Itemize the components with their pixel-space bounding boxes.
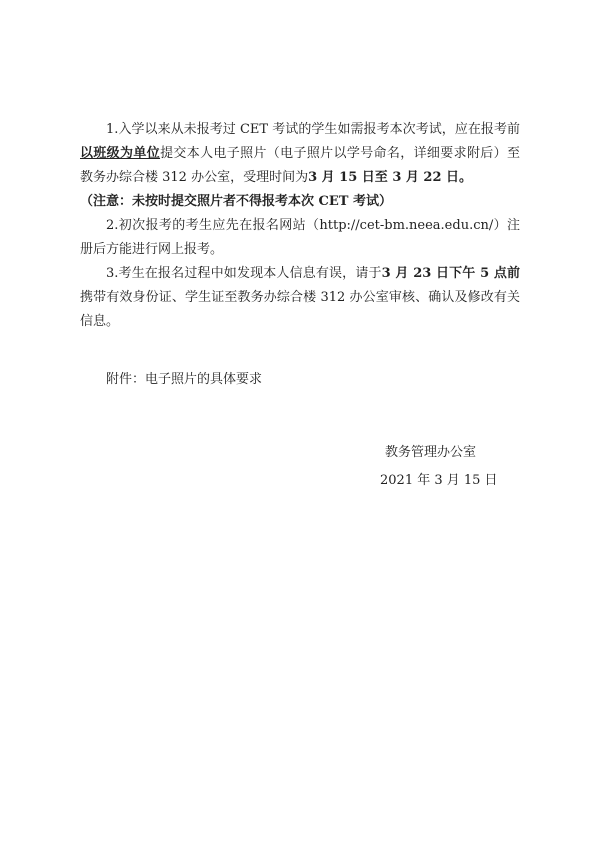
notice-item-2 bbox=[80, 214, 520, 262]
item1-underlined-phrase: 以班级为单位 bbox=[80, 146, 161, 161]
item3-text-part2: 携带有效身份证、学生证至教务办综合楼 312 办公室审核、确认及修改有关信息。 bbox=[80, 290, 520, 329]
notice-item-3 bbox=[80, 262, 520, 334]
attachment-line: 附件：电子照片的具体要求 bbox=[106, 372, 263, 387]
notice-item-1 bbox=[80, 118, 520, 214]
item1-text-part2: 提交本人电子照片（电子照片以学号命名，详细要求附后）至教务办综合楼 312 办公室，受理时间为 bbox=[80, 146, 520, 185]
item2-text: 2.初次报考的考生应先在报名网站（http://cet-bm.neea.edu.cn/）注册后方能进行网上报考。 bbox=[80, 218, 520, 257]
item3-deadline: 3 月 23 日下午 5 点前 bbox=[381, 266, 521, 281]
item1-date-range: 3 月 15 日至 3 月 22 日。 bbox=[308, 170, 473, 185]
item1-note: （注意：未按时提交照片者不得报考本次 CET 考试） bbox=[80, 194, 392, 209]
signature-date: 2021 年 3 月 15 日 bbox=[380, 473, 498, 488]
item1-text-part1: 1.入学以来从未报考过 CET 考试的学生如需报考本次考试，应在报考前 bbox=[106, 122, 520, 137]
signature-office: 教务管理办公室 bbox=[385, 445, 477, 460]
item3-text-part1: 3.考生在报名过程中如发现本人信息有误，请于 bbox=[106, 266, 382, 281]
